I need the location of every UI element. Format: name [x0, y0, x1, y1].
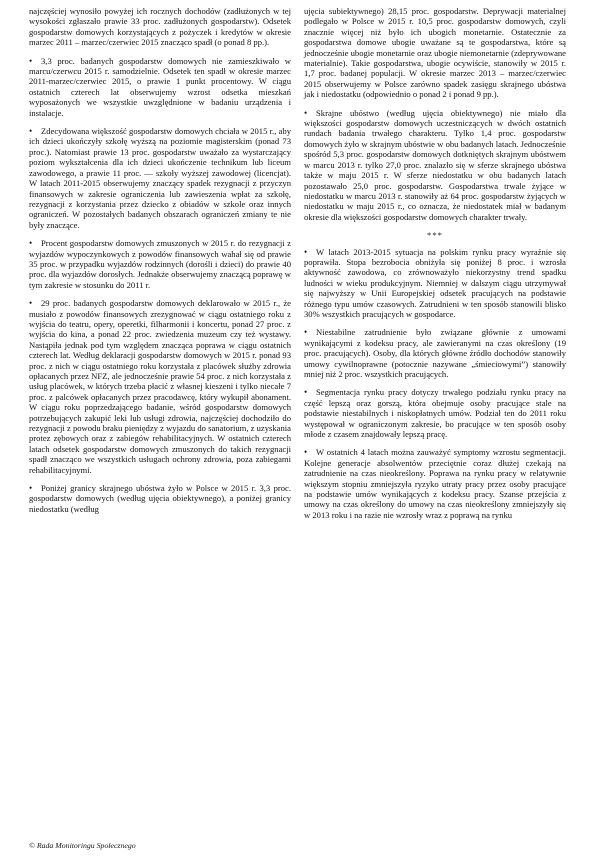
paragraph: najczęściej wynosiło powyżej ich rocznych dochodów (zadłużonych w tej wysokości zgłaszało prawie 33 proc. zadłużonych gospodarstw). Odsetek gospodarstw domowych korzystających z pożyczek i kredytów w okresie marzec 2011 – marzec/czerwiec 2015 znacząco spadł (o ponad 8 pp.).	[29, 6, 291, 48]
bullet-paragraph: • W latach 2013-2015 sytuacja na polskim rynku pracy wyraźnie się poprawiła. Stopa bezrobocia obniżyła się poniżej 8 proc. i wzrosła aktywność zawodowa, co zrównoważyło niekorzystny trend spadku ludności w wieku produkcyjnym. Niemniej w dalszym ciągu utrzymywał się najwyższy w Unii Europejskiej odsetek pracujących na podstawie różnego typu umów czasowych. Zatrudnieni w ten sposób stanowili blisko 30% wszystkich pracujących w gospodarce.	[304, 246, 566, 319]
bullet-icon: •	[304, 107, 308, 118]
bullet-paragraph: • Segmentacja rynku pracy dotyczy trwałego podziału rynku pracy na część lepszą oraz gorszą, która obejmuje osoby pracujące stale na podstawie niestabilnych i niskopłatnych umów. Podział ten do 2011 roku występował w ograniczonym zakresie, bo pracujące w ten sposób osoby młode z czasem znajdowały lepszą pracę.	[304, 387, 566, 440]
bullet-paragraph: • W ostatnich 4 latach można zauważyć symptomy wzrostu segmentacji. Kolejne generacje absolwentów przeciętnie coraz dłużej czekają na zatrudnienie na czas nieokreślony. Poprawa na rynku pracy w relatywnie większym stopniu zmniejszyła ryzyko utraty pracy przez osoby pracujące na podstawie umów wynikających z kodeksu pracy. Szanse przejścia z umowy na czas określony do umowy na czas nieokreślony zmniejszyły się w 2013 roku i na razie nie wzrosły wraz z poprawą na rynku	[304, 447, 566, 520]
bullet-paragraph: • Zdecydowana większość gospodarstw domowych chciała w 2015 r., aby ich dzieci ukończyły szkołę wyższą na poziomie magisterskim (ponad 73 proc.). Natomiast prawie 13 proc. gospodarstw uważało za wystarczający poziom wykształcenia dla ich dzieci ukończenie technikum lub liceum zawodowego, a prawie 11 proc. — szkoły wyższej zawodowej (licencjat). W latach 2011-2015 obserwujemy znaczący spadek rezygnacji z przyczyn finansowych w zakresie ograniczenia lub zawieszenia wpłat za szkołę, rezygnacji z korzystania przez dziecko z obiadów w szkole oraz innych ograniczeń. W pozostałych badanych obszarach ograniczeń zmiany te nie były znaczące.	[29, 126, 291, 230]
bullet-icon: •	[304, 387, 308, 398]
bullet-paragraph: • Niestabilne zatrudnienie było związane głównie z umowami wynikającymi z kodeksu pracy, ale zawieranymi na czas określony (19 proc. pracujących). Osoby, dla których główne źródło dochodów stanowiły umowy cywilnoprawne (potocznie nazywane „śmieciowymi”) stanowiły mniej niż 2 proc. wszystkich pracujących.	[304, 327, 566, 379]
bullet-icon: •	[29, 126, 33, 137]
paragraph: ujęcia subiektywnego) 28,15 proc. gospodarstw. Deprywacji materialnej podlegało w Polsce w 2015 r. 10,5 proc. gospodarstw domowych, czyli znacznie więcej niż było ich ubogich monetarnie. Ostatecznie za gospodarstwa domowe ubogie uważane są te gospodarstwa, które są jednocześnie ubogie monetarnie oraz ubogie niemonetarnie (zdeprywowane materialnie). Takie gospodarstwa, ubogie ocywiście, stanowiły w 2015 r. 1,7 proc. badanej populacji. W okresie marzec 2013 – marzec/czerwiec 2015 obserwujemy w Polsce zarówno spadek zasięgu skrajnego ubóstwa jak i niedostatku (odpowiednio o ponad 2 i ponad 9 pp.).	[304, 6, 566, 100]
bullet-icon: •	[304, 246, 308, 257]
copyright-footer: © Rada Monitoringu Społecznego	[29, 841, 136, 850]
bullet-icon: •	[304, 327, 308, 338]
bullet-icon: •	[29, 55, 33, 66]
left-column	[29, 6, 291, 522]
bullet-paragraph: • 3,3 proc. badanych gospodarstw domowych nie zamieszkiwało w marcu/czerwcu 2015 r. samodzielnie. Odsetek ten spadł w okresie marzec 2011-marzec/czerwiec 2015, o prawie 1 punkt procentowy. W ciągu ostatnich czterech lat obserwujemy wzrost odsetka mieszkań wyposażonych we wszystkie uwzględnione w badaniu urządzenia i instalacje.	[29, 55, 291, 118]
bullet-icon: •	[304, 447, 308, 458]
bullet-icon: •	[29, 238, 33, 249]
bullet-paragraph: • Poniżej granicy skrajnego ubóstwa żyło w Polsce w 2015 r. 3,3 proc. gospodarstw domowych (według ujęcia obiektywnego), a poniżej granicy niedostatku (według	[29, 483, 291, 514]
bullet-icon: •	[29, 483, 33, 494]
bullet-paragraph: • Procent gospodarstw domowych zmuszonych w 2015 r. do rezygnacji z wyjazdów wypoczynkowych z powodów finansowych wahał się od prawie 35 proc. w przypadku wyjazdów rodzinnych (dorośli i dzieci) do prawie 40 proc. dla wyjazdów dorosłych. Jednakże obserwujemy znaczącą poprawę w tym zakresie w stosunku do 2011 r.	[29, 238, 291, 290]
right-column	[304, 6, 566, 528]
bullet-paragraph: • 29 proc. badanych gospodarstw domowych deklarowało w 2015 r., że musiało z powodów finansowych zrezygnować w ciągu ostatniego roku z wyjścia do teatru, opery, operetki, filharmonii i koncertu, ponad 27 proc. z wyjścia do kina, a ponad 22 proc. zwiedzenia muzeum czy też wystawy. Nastąpiła jednak pod tym względem znacząca poprawa w ciągu ostatnich czterech lat. Według deklaracji gospodarstw domowych w 2015 r. ponad 93 proc. z nich w ciągu ostatniego roku korzystała z placówek służby zdrowia opłacanych przez NFZ, ale jednocześnie prawie 54 proc. z nich korzystała z usług placówek, w których trzeba płacić z własnej kieszeni i tylko niecałe 7 proc. z palcówek opłacanych przez pracodawcę, który wykupił abonament. W ciągu roku poprzedzającego badanie, wśród gospodarstw domowych potrzebujących zakupić leki lub usługi zdrowia, najczęściej dochodziło do rezygnacji z powodu braku pieniędzy z wyjazdu do sanatorium, z uzyskania protez zębowych oraz z zabiegów rehabilitacyjnych. W ostatnich czterech latach odsetek gospodarstw domowych zmuszonych do takich rezygnacji spadł znacząco we wszystkich usługach ochrony zdrowia, poza zabiegami rehabilitacyjnymi.	[29, 298, 291, 475]
bullet-icon: •	[29, 298, 33, 309]
section-separator: ***	[427, 230, 443, 241]
bullet-paragraph: • Skrajne ubóstwo (według ujęcia obiektywnego) nie miało dla większości gospodarstw domowych uczestniczących w dwóch ostatnich rundach badania trwałego charakteru. Tylko 1,4 proc. gospodarstw domowych żyło w skrajnym ubóstwie w obu badanych latach. Jednocześnie spośród 5,3 proc. gospodarstw domowych dotkniętych skrajnym ubóstwem w marcu 2013 r. tylko 27,0 proc. znalazło się w sferze skrajnego ubóstwa także w maju 2015 r. W sferze niedostatku w obu badanych latach pozostawało 25,0 proc. gospodarstw. Gospodarstwa trwale żyjące w niedostatku w marcu 2013 r. stanowiły aż 64 proc. gospodarstw żyjących w niedostatku w maju 2015 r., co oznacza, że niedostatek miał w badanym okresie dla większości gospodarstw domowych charakter trwały.	[304, 107, 566, 222]
